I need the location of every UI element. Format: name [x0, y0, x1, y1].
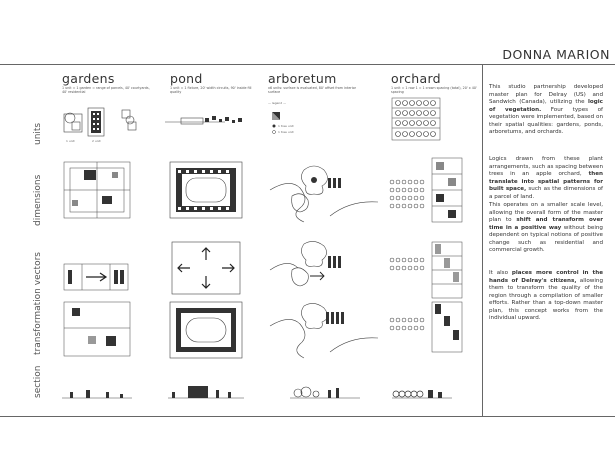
row-label-dimensions: dimensions — [33, 174, 43, 226]
arboretum-unit-label-b: 1 tree unit — [278, 130, 294, 134]
column-title-orchard: orchard — [391, 71, 441, 86]
row-label-section: section — [33, 365, 43, 398]
arboretum-vectors-drawing-2 — [270, 300, 380, 360]
gardens-unit-label-a: 1 unit — [66, 139, 75, 143]
arboretum-section-drawing — [290, 384, 360, 400]
orchard-section-drawing — [392, 386, 452, 400]
arboretum-vectors-drawing — [270, 236, 380, 306]
gardens-section-drawing — [62, 386, 132, 400]
pond-vectors-drawing-2 — [168, 300, 244, 360]
arboretum-units-drawing — [268, 100, 328, 140]
bottom-rule — [0, 416, 615, 417]
author-name: DONNA MARION — [502, 47, 610, 62]
arboretum-dimensions-drawing — [270, 160, 380, 230]
orchard-dimensions-drawing — [388, 156, 468, 226]
desc-text: Logics drawn from these plant arrangements, such as spacing between trees in an apple orchard, — [489, 156, 603, 177]
svg-text:— legend —: — legend — — [268, 101, 287, 105]
description-paragraph-4 — [489, 270, 603, 323]
pond-dimensions-drawing — [168, 160, 244, 220]
desc-emphasis: places more control in the hands of Delray's citizens, — [489, 270, 603, 284]
gardens-units-drawing — [60, 100, 160, 150]
pond-section-drawing — [168, 382, 244, 400]
orchard-units-drawing — [390, 96, 450, 146]
description-paragraph-3 — [489, 202, 603, 255]
gardens-dimensions-drawing — [62, 160, 132, 220]
pond-units-drawing — [165, 112, 255, 132]
desc-emphasis: then translate into spatial patterns for built space, — [489, 171, 603, 192]
top-rule — [0, 64, 615, 65]
desc-text: Four types of vegetation were implemented, based on their spatial qualities: gardens, ponds, arboretums, and orchards. — [489, 106, 603, 135]
row-label-units: units — [33, 122, 43, 145]
description-paragraph-2 — [489, 156, 603, 201]
column-title-arboretum: arboretum — [268, 71, 337, 86]
row-label-transformation-vectors: transformation vectors — [33, 252, 43, 355]
orchard-vectors-drawing — [388, 240, 468, 360]
column-note-gardens: 1 unit = 1 garden = range of parcels, 40' courtyards, 40' residential — [62, 86, 150, 95]
desc-text: such as the dimensions of a parcel of land. — [489, 186, 603, 200]
column-title-gardens: gardens — [62, 71, 115, 86]
description-divider — [482, 64, 483, 416]
gardens-vectors-drawing-2 — [62, 300, 132, 360]
desc-text: This operates on a smaller scale level, allowing the overall form of the master plan to — [489, 202, 603, 223]
gardens-vectors-drawing — [62, 262, 132, 292]
arboretum-unit-label-a: 1 tree unit — [278, 124, 294, 128]
gardens-unit-label-b: 2 unit — [92, 139, 101, 143]
desc-text: allowing them to transform the quality of the region through a compilation of smaller efforts. Rather than a top-down master plan, this concept works from the individual upward. — [489, 277, 603, 321]
desc-emphasis: shift and transform over time in a positive way — [489, 217, 603, 231]
column-title-pond: pond — [170, 71, 203, 86]
column-note-pond: 1 unit = 1 fixture, 20' width circuits, 90' inside fill quality — [170, 86, 252, 95]
desc-emphasis: logic of vegetation. — [489, 99, 603, 113]
pond-vectors-drawing — [170, 240, 242, 296]
description-paragraph-1 — [489, 84, 603, 137]
desc-text: It also — [489, 270, 512, 276]
desc-text: without being dependent on typical notions of positive change such as residential and commercial growth. — [489, 224, 603, 253]
column-note-arboretum: x6 units: surface is evaluated, 80' offset from interior surface — [268, 86, 357, 95]
desc-text: This studio partnership developed master plan for Delray (US) and Sandwich (Canada), utilizing the — [489, 84, 603, 105]
column-note-orchard: 1 unit = 1 row 1 = 1 crown spacing (total), 20' x 40' spacing — [391, 86, 477, 95]
